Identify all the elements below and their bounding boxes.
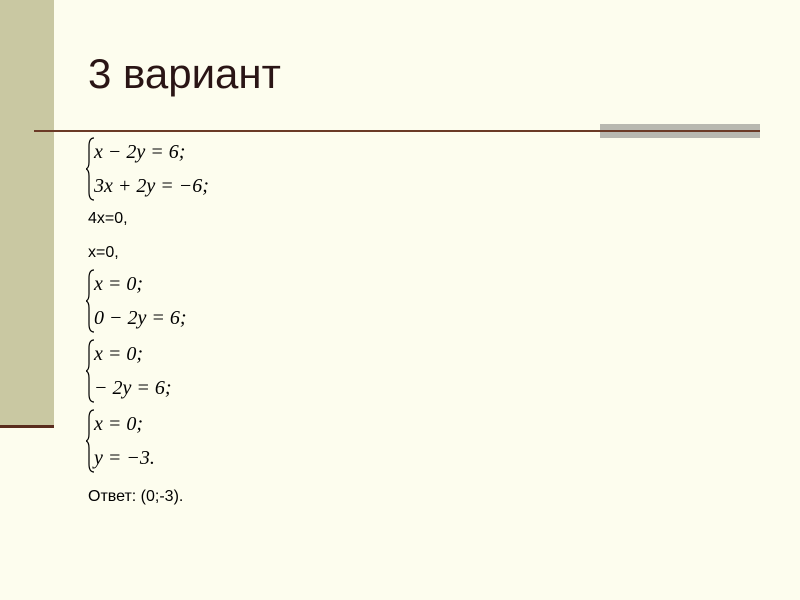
step-line-2: x=0, — [88, 244, 119, 261]
answer-line: Ответ: (0;-3). — [88, 488, 184, 505]
step-line-1: 4x=0, — [88, 210, 128, 227]
system-4-row-2: y = −3. — [94, 447, 155, 469]
system-3-row-2: − 2y = 6; — [94, 377, 172, 399]
system-1-row-1: x − 2y = 6; — [94, 141, 186, 163]
system-1-row-2: 3x + 2y = −6; — [94, 175, 209, 197]
system-4-row-1: x = 0; — [94, 413, 144, 435]
side-decor-bar — [0, 0, 54, 425]
side-decor-line — [0, 425, 54, 428]
title-rule — [34, 130, 600, 132]
system-2-row-1: x = 0; — [94, 273, 144, 295]
system-2-row-2: 0 − 2y = 6; — [94, 307, 187, 329]
system-3-row-1: x = 0; — [94, 343, 144, 365]
title-rule-accent-line — [600, 130, 760, 132]
slide-title: 3 вариант — [88, 50, 281, 97]
